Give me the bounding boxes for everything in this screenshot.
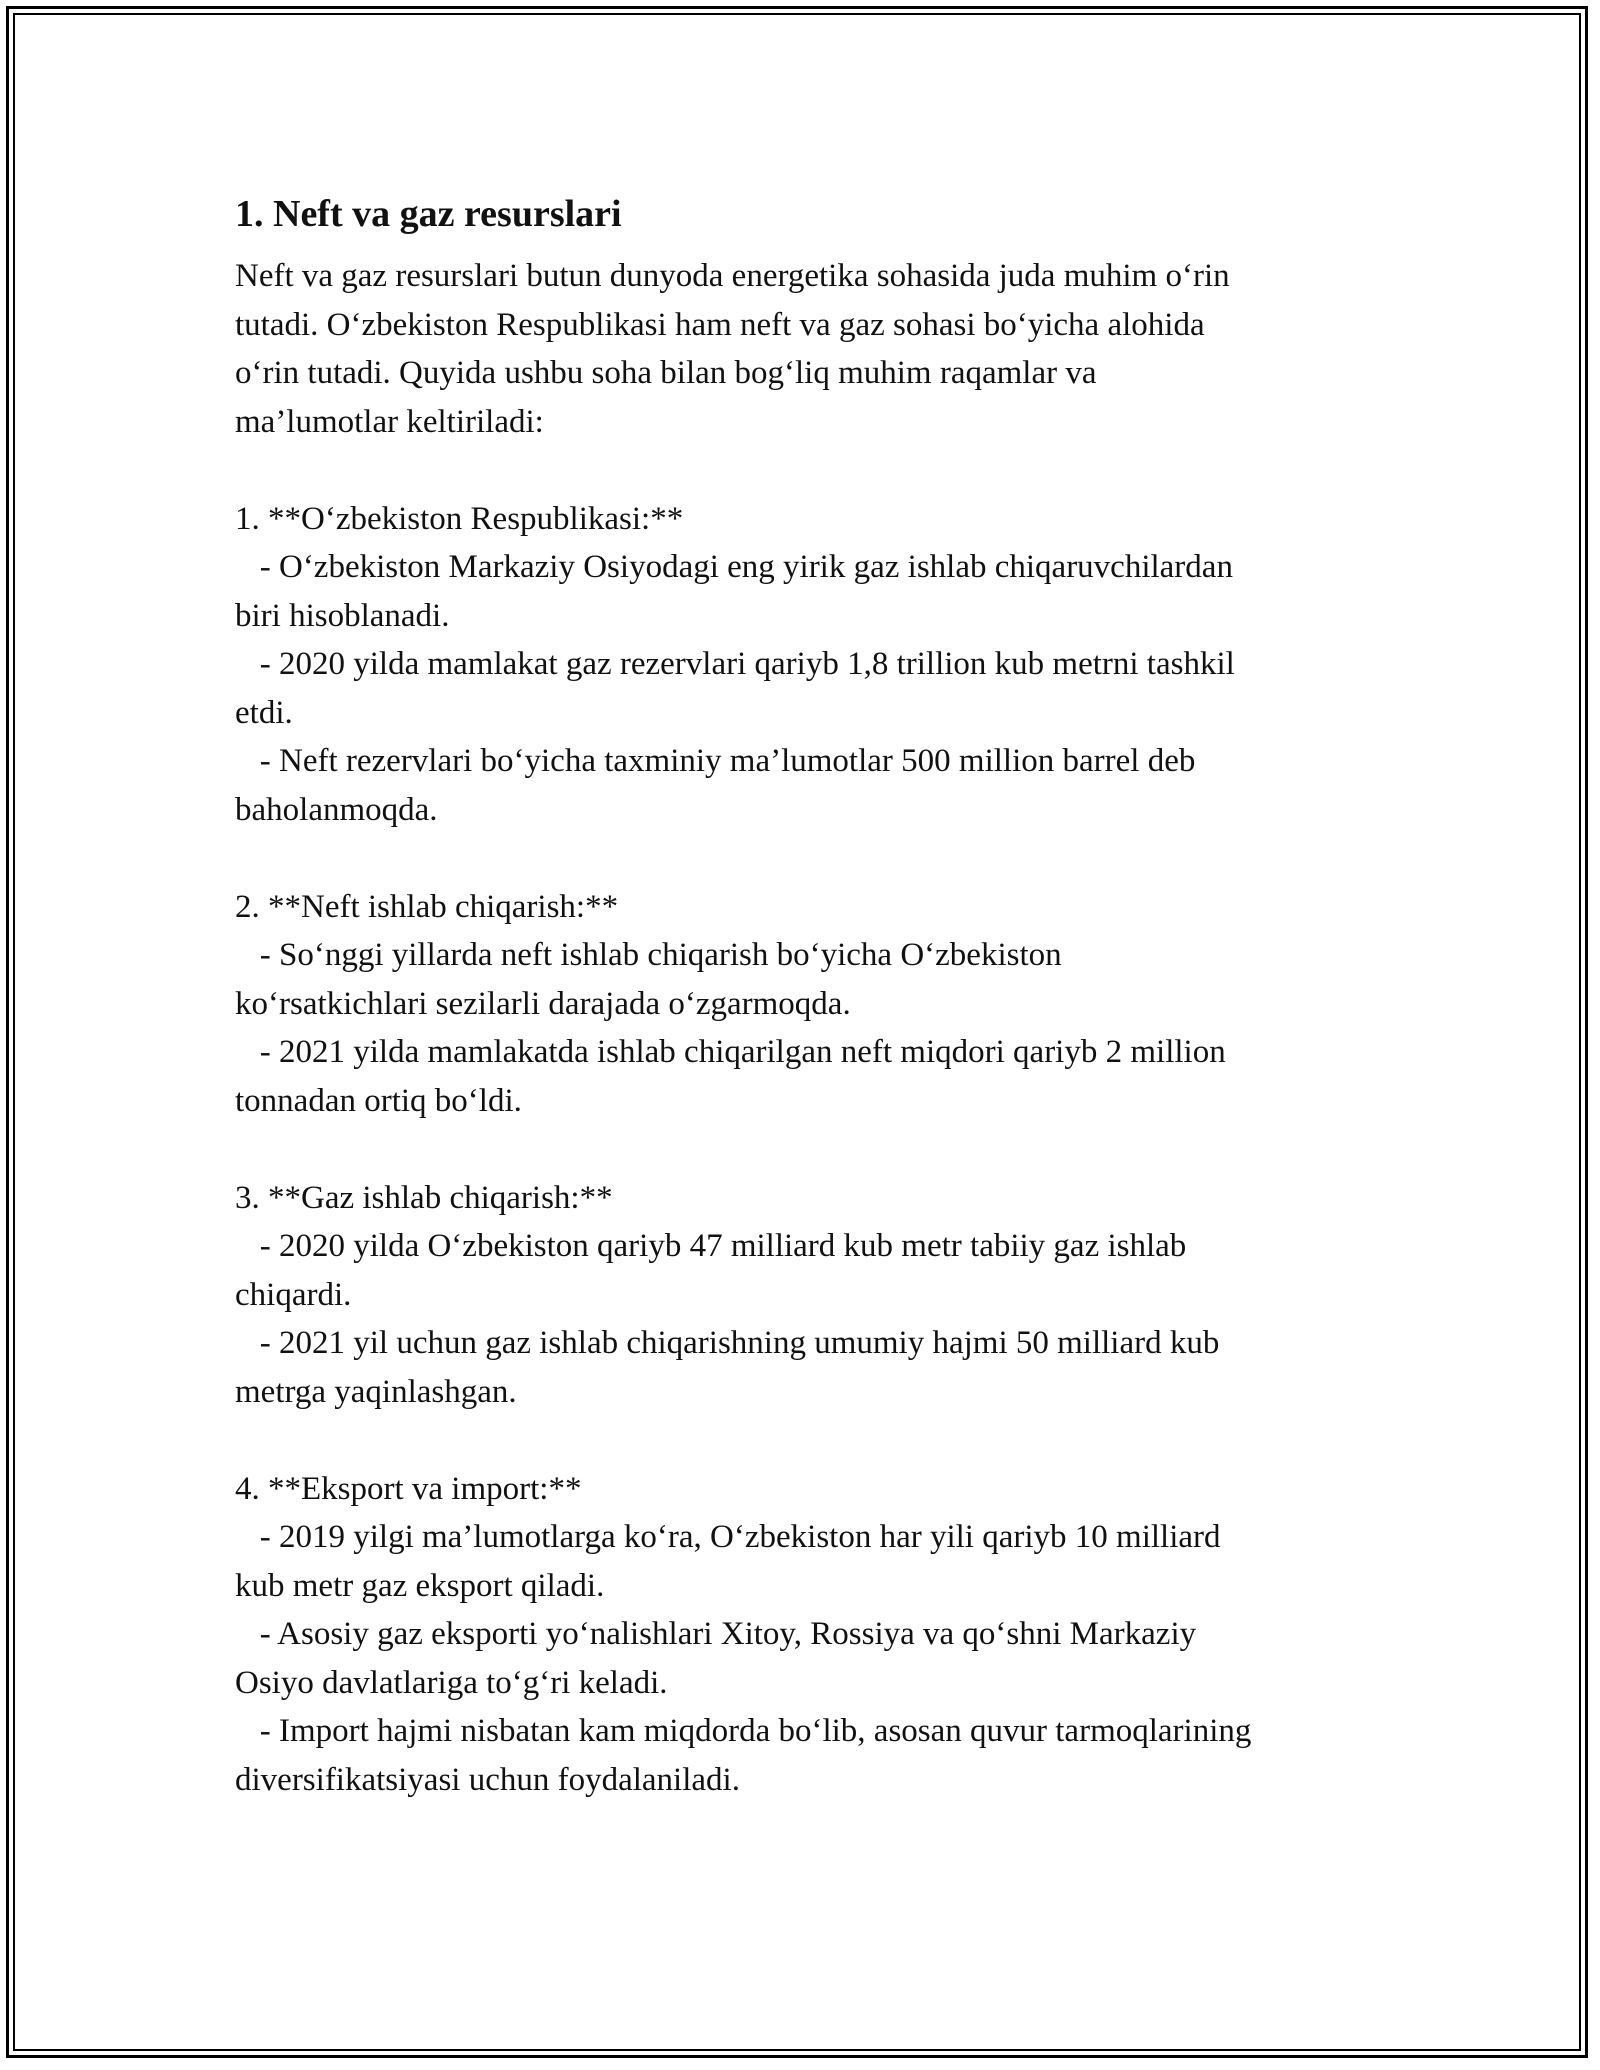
list-item-title: 3. **Gaz ishlab chiqarish:** bbox=[235, 1179, 613, 1216]
text-line: oʻrin tutadi. Quyida ushbu soha bilan bogʻliq muhim raqamlar va bbox=[235, 355, 1097, 391]
intro-paragraph bbox=[235, 252, 1385, 446]
text-line: - Import hajmi nisbatan kam miqdorda boʻlib, asosan quvur tarmoqlarining bbox=[235, 1713, 1252, 1749]
text-line: - 2019 yilgi ma’lumotlarga koʻra, Oʻzbekiston har yili qariyb 10 milliard bbox=[235, 1519, 1221, 1555]
list-item-title: 1. **Oʻzbekiston Respublikasi:** bbox=[235, 500, 684, 537]
list-section-export-import bbox=[235, 1465, 1385, 1805]
section-heading: 1. Neft va gaz resurslari bbox=[235, 193, 622, 235]
list-section-gas-production bbox=[235, 1174, 1385, 1417]
text-line: - Asosiy gaz eksporti yoʻnalishlari Xitoy, Rossiya va qoʻshni Markaziy bbox=[235, 1616, 1197, 1652]
text-line: Osiyo davlatlariga toʻgʻri keladi. bbox=[235, 1664, 668, 1701]
text-line: chiqardi. bbox=[235, 1276, 352, 1313]
text-line: tutadi. Oʻzbekiston Respublikasi ham neft va gaz sohasi boʻyicha alohida bbox=[235, 306, 1205, 343]
text-line: baholanmoqda. bbox=[235, 791, 438, 828]
text-line: koʻrsatkichlari sezilarli darajada oʻzgarmoqda. bbox=[235, 985, 851, 1022]
text-line: - Oʻzbekiston Markaziy Osiyodagi eng yirik gaz ishlab chiqaruvchilardan bbox=[235, 549, 1233, 585]
blank-line bbox=[235, 446, 1385, 495]
text-line: ma’lumotlar keltiriladi: bbox=[235, 403, 544, 440]
text-line: - Neft rezervlari boʻyicha taxminiy ma’lumotlar 500 million barrel deb bbox=[235, 743, 1196, 779]
text-line: - Soʻnggi yillarda neft ishlab chiqarish boʻyicha Oʻzbekiston bbox=[235, 937, 1062, 973]
text-line: diversifikatsiyasi uchun foydalaniladi. bbox=[235, 1761, 740, 1798]
text-line: metrga yaqinlashgan. bbox=[235, 1373, 517, 1410]
text-line: - 2021 yilda mamlakatda ishlab chiqarilgan neft miqdori qariyb 2 million bbox=[235, 1034, 1226, 1070]
blank-line bbox=[235, 834, 1385, 883]
text-line: kub metr gaz eksport qiladi. bbox=[235, 1567, 605, 1604]
text-line: - 2021 yil uchun gaz ishlab chiqarishning umumiy hajmi 50 milliard kub bbox=[235, 1325, 1220, 1361]
text-line: biri hisoblanadi. bbox=[235, 597, 450, 634]
text-line: etdi. bbox=[235, 694, 293, 731]
text-line: - 2020 yilda mamlakat gaz rezervlari qariyb 1,8 trillion kub metrni tashkil bbox=[235, 646, 1235, 682]
text-line: tonnadan ortiq boʻldi. bbox=[235, 1082, 522, 1119]
list-item-title: 4. **Eksport va import:** bbox=[235, 1470, 582, 1507]
text-line: - 2020 yilda Oʻzbekiston qariyb 47 milliard kub metr tabiiy gaz ishlab bbox=[235, 1228, 1187, 1264]
text-line: Neft va gaz resurslari butun dunyoda energetika sohasida juda muhim oʻrin bbox=[235, 258, 1230, 294]
list-section-republic bbox=[235, 495, 1385, 835]
list-item-title: 2. **Neft ishlab chiqarish:** bbox=[235, 888, 619, 925]
document-body bbox=[235, 186, 1385, 1804]
list-section-oil-production bbox=[235, 883, 1385, 1126]
blank-line bbox=[235, 1416, 1385, 1465]
blank-line bbox=[235, 1125, 1385, 1174]
